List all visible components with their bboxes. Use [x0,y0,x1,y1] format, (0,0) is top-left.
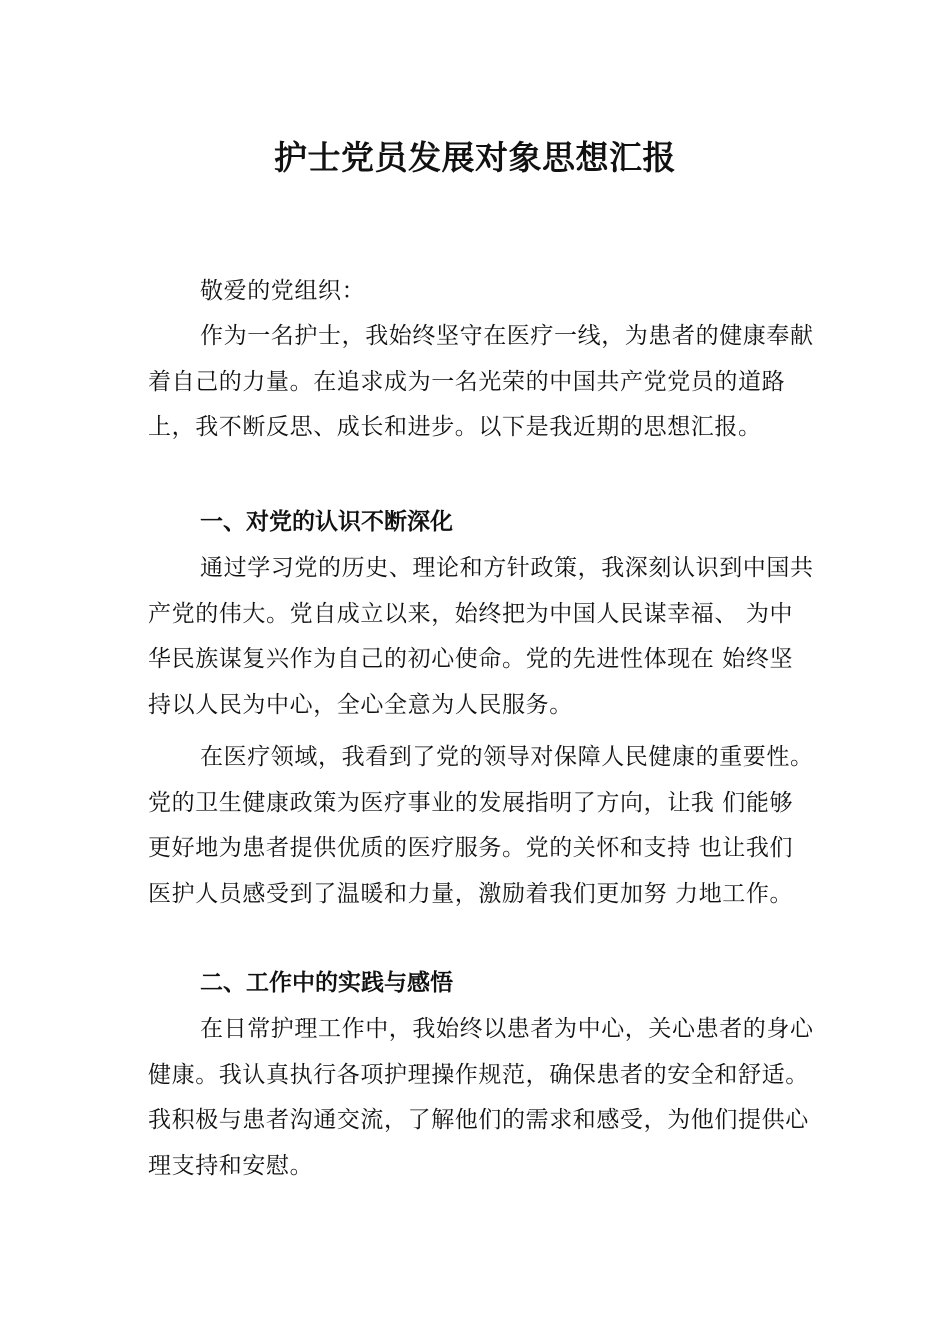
salutation: 敬爱的党组织： [200,278,366,304]
paragraph-nursing-practice: 在日常护理工作中，我始终以患者为中心，关心患者的身心健康。我认真执行各项护理操作规范，确保患者的安全和舒适。我积极与患者沟通交流，了解他们的需求和感受，为他们提供心理支持和安慰。 [148,1016,814,1179]
paragraph-party-understanding: 通过学习党的历史、理论和方针政策，我深刻认识到中国共产党的伟大。党自成立以来，始终把为中国人民谋幸福、 为中华民族谋复兴作为自己的初心使命。党的先进性体现在 始终坚持以人民为中心，全心全意为人民服务。 [148,555,814,718]
section-heading-2: 二、工作中的实践与感悟 [200,970,453,996]
section-heading-1: 一、对党的认识不断深化 [200,509,453,535]
document-title: 护士党员发展对象思想汇报 [274,138,676,177]
paragraph-medical-field: 在医疗领域，我看到了党的领导对保障人民健康的重要性。党的卫生健康政策为医疗事业的发展指明了方向，让我 们能够更好地为患者提供优质的医疗服务。党的关怀和支持 也让我们医护人员感受到了温暖和力量，激励着我们更加努 力地工作。 [148,744,814,907]
paragraph-intro: 作为一名护士，我始终坚守在医疗一线，为患者的健康奉献着自己的力量。在追求成为一名光荣的中国共产党党员的道路上，我不断反思、成长和进步。以下是我近期的思想汇报。 [148,323,814,440]
